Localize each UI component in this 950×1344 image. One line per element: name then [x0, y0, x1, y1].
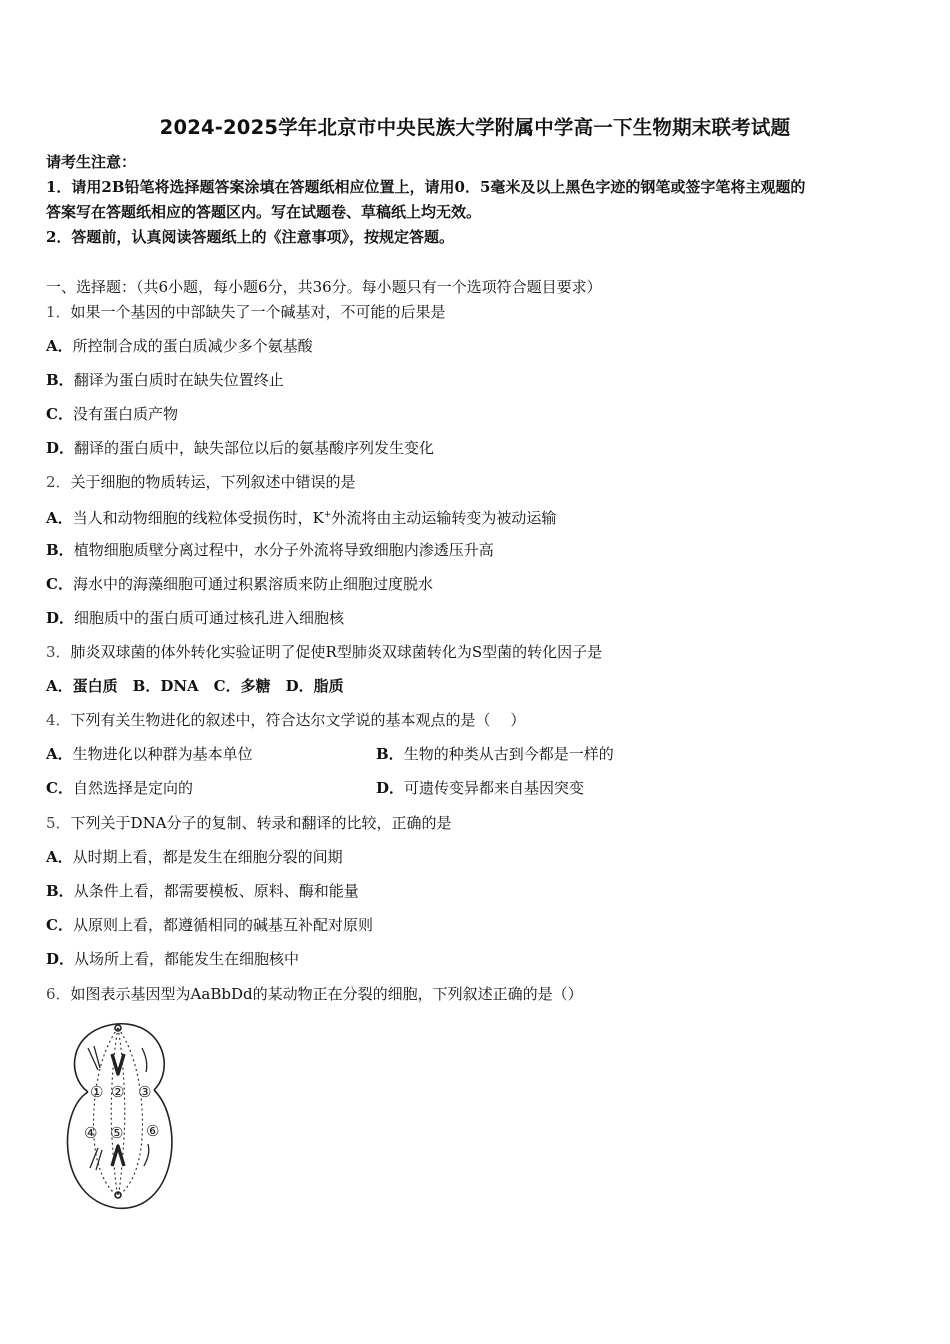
option-label: C．: [46, 405, 73, 423]
option-label: C．: [46, 575, 73, 593]
figure-label-5: ⑤: [110, 1124, 124, 1142]
dividing-cell-figure: [58, 1018, 186, 1214]
option-5c: [46, 915, 373, 935]
option-1a: [46, 336, 313, 356]
option-text: 翻译为蛋白质时在缺失位置终止: [73, 371, 284, 389]
question-number: 4．: [46, 711, 71, 729]
option-label: C．: [46, 916, 73, 934]
notice-item-2: 2．答题前，认真阅读答题纸上的《注意事项》，按规定答题。: [46, 228, 454, 246]
option-4b: [376, 744, 614, 764]
option-2b: [46, 540, 494, 560]
option-text: 没有蛋白质产物: [72, 405, 178, 423]
option-1b: [46, 370, 284, 390]
question-5: [46, 813, 452, 833]
option-5d: [46, 949, 299, 969]
option-text: 海水中的海藻细胞可通过积累溶质来防止细胞过度脱水: [72, 575, 433, 593]
figure-label-1: ①: [90, 1083, 104, 1101]
option-2a: [46, 505, 556, 528]
figure-label-4: ④: [84, 1124, 98, 1142]
question-number: 1．: [46, 303, 71, 321]
notice-item-1-cont: 答案写在答题纸相应的答题区内。写在试题卷、草稿纸上均无效。: [46, 203, 482, 221]
question-2: [46, 472, 356, 492]
option-1c: [46, 404, 178, 424]
option-label: D．: [376, 779, 405, 797]
question-stem: 关于细胞的物质转运，下列叙述中错误的是: [70, 473, 356, 491]
question-stem: 下列有关生物进化的叙述中，符合达尔文学说的基本观点的是（ ）: [70, 711, 526, 729]
option-text: 从原则上看，都遵循相同的碱基互补配对原则: [72, 916, 373, 934]
option-text: 可遗传变异都来自基因突变: [404, 779, 585, 797]
option-4a: [46, 744, 253, 764]
option-label: A．: [46, 745, 73, 763]
page-title: 2024-2025学年北京市中央民族大学附属中学高一下生物期末联考试题: [159, 116, 791, 139]
option-label: A．: [46, 509, 73, 527]
question-number: 6．: [46, 985, 71, 1003]
option-text: 自然选择是定向的: [72, 779, 193, 797]
question-number: 5．: [46, 814, 71, 832]
option-text: 所控制合成的蛋白质减少多个氨基酸: [72, 337, 313, 355]
options-3-inline: A．蛋白质 B．DNA C．多糖 D．脂质: [46, 677, 344, 695]
option-4c: [46, 778, 193, 798]
question-number: 3．: [46, 643, 71, 661]
option-label: A．: [46, 848, 73, 866]
question-4: [46, 710, 525, 730]
question-stem: 肺炎双球菌的体外转化实验证明了促使R型肺炎双球菌转化为S型菌的转化因子是: [70, 643, 603, 661]
question-number: 2．: [46, 473, 71, 491]
option-5b: [46, 881, 359, 901]
option-4d: [376, 778, 584, 798]
option-2c: [46, 574, 433, 594]
option-text: 从场所上看，都能发生在细胞核中: [74, 950, 300, 968]
figure-label-6: ⑥: [146, 1122, 160, 1140]
option-5a: [46, 847, 343, 867]
option-text: 生物的种类从古到今都是一样的: [403, 745, 614, 763]
option-label: B．: [46, 882, 74, 900]
option-text: 翻译的蛋白质中，缺失部位以后的氨基酸序列发生变化: [74, 439, 435, 457]
option-text-cont: 外流将由主动运输转变为被动运输: [331, 509, 557, 527]
option-label: D．: [46, 950, 75, 968]
option-label: C．: [46, 779, 73, 797]
superscript-plus: +: [323, 510, 332, 520]
option-label: B．: [376, 745, 404, 763]
figure-label-2: ②: [111, 1083, 125, 1101]
question-stem: 如果一个基因的中部缺失了一个碱基对，不可能的后果是: [70, 303, 446, 321]
question-3: [46, 642, 602, 662]
option-text: 当人和动物细胞的线粒体受损伤时，K: [72, 509, 324, 527]
option-text: 从时期上看，都是发生在细胞分裂的间期: [72, 848, 343, 866]
figure-label-3: ③: [138, 1083, 152, 1101]
option-label: D．: [46, 439, 75, 457]
option-label: A．: [46, 337, 73, 355]
question-1: [46, 302, 446, 322]
option-text: 从条件上看，都需要模板、原料、酶和能量: [73, 882, 359, 900]
option-label: D．: [46, 609, 75, 627]
question-stem: 如图表示基因型为AaBbDd的某动物正在分裂的细胞，下列叙述正确的是（）: [70, 985, 583, 1003]
question-stem: 下列关于DNA分子的复制、转录和翻译的比较，正确的是: [70, 814, 452, 832]
notice-heading: 请考生注意：: [46, 153, 137, 171]
option-text: 细胞质中的蛋白质可通过核孔进入细胞核: [74, 609, 345, 627]
option-2d: [46, 608, 344, 628]
option-1d: [46, 438, 434, 458]
section-heading: 一、选择题：（共6小题，每小题6分，共36分。每小题只有一个选项符合题目要求）: [46, 278, 602, 296]
option-text: 植物细胞质壁分离过程中，水分子外流将导致细胞内渗透压升高: [73, 541, 494, 559]
option-text: 生物进化以种群为基本单位: [72, 745, 253, 763]
notice-item-1: 1．请用2B铅笔将选择题答案涂填在答题纸相应位置上，请用0．5毫米及以上黑色字迹的钢笔或签字笔将主观题的: [46, 178, 806, 196]
option-label: B．: [46, 541, 74, 559]
question-6: [46, 984, 583, 1004]
option-label: B．: [46, 371, 74, 389]
